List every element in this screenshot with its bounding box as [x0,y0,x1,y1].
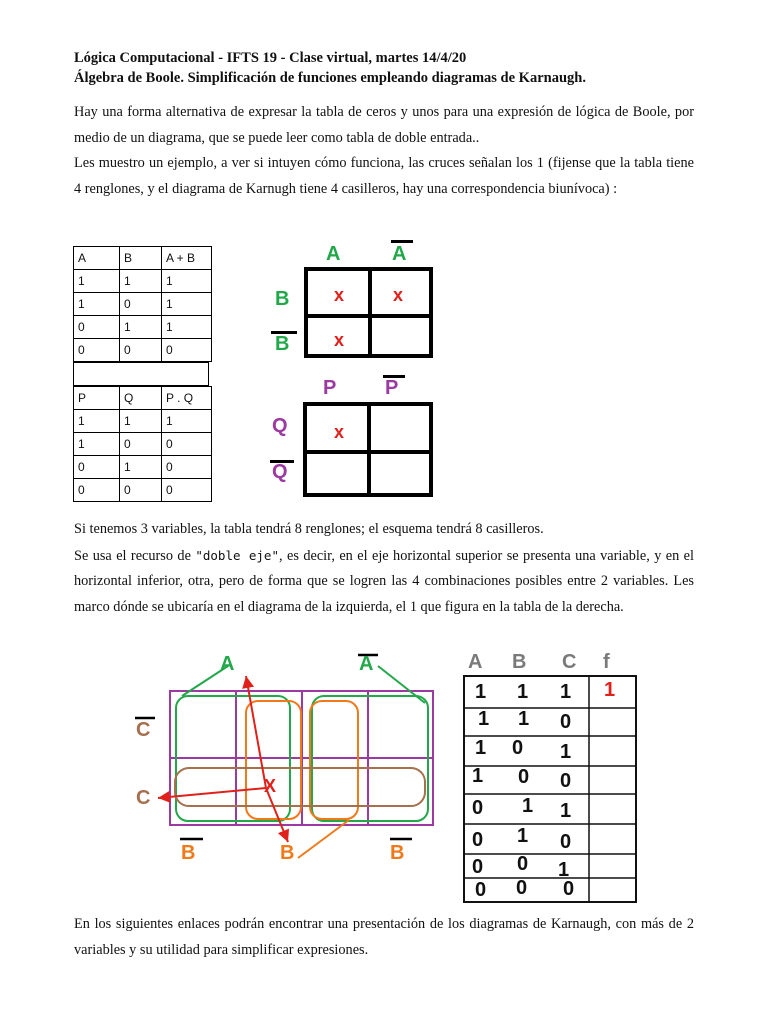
truth3-cell: 0 [518,766,530,788]
document-page [74,48,694,202]
table-cell: 0 [120,479,162,502]
truth3-cell: 1 [558,859,570,881]
paragraph-4-term: "doble eje" [195,547,279,563]
paragraph-2: Les muestro un ejemplo, a ver si intuyen cómo funciona, las cruces señalan los 1 (fijense que la tabla tiene 4 renglones, y el diagrama de Karnugh tiene 4 casilleros, hay una correspondencia biunívoca) : [74,155,694,197]
table-spacer [73,362,209,386]
truth3-cell-highlight: 1 [604,679,616,701]
table-cell: 0 [162,479,212,502]
truth3-cell: 1 [560,681,572,703]
table-cell: 1 [74,270,120,293]
truth3-cell: 0 [560,770,572,792]
paragraph-4-start: Se usa el recurso de [74,547,196,564]
kmap-row-label-not-b: B [275,333,290,355]
table-cell: 0 [162,339,212,362]
truth3-cell: 1 [517,681,529,703]
table-cell: 1 [120,456,162,479]
table-header: P . Q [162,387,212,410]
truth3-cell: 0 [563,878,575,900]
truth3-cell: 1 [560,741,572,763]
truth3-cell: 0 [472,856,484,878]
truth3-cell: 1 [522,795,534,817]
kmap3-label-not-c: C [136,719,151,741]
kmap3-label-a: A [220,653,235,675]
truth-table-or [73,246,212,362]
truth3-cell: 0 [472,829,484,851]
kmap-col-label-p: P [323,377,337,399]
truth3-cell: 1 [475,681,487,703]
table-cell: 1 [74,410,120,433]
table-cell: 1 [120,410,162,433]
kmap3-label-not-b: B [181,842,196,864]
kmap3-diagram [120,648,450,870]
truth3-cell: 0 [517,853,529,875]
paragraph-5: En los siguientes enlaces podrán encontrar una presentación de los diagramas de Karnaugh, con más de 2 variables y su utilidad para simplificar expresiones. [74,916,694,958]
table-cell: 0 [120,293,162,316]
table-header: B [120,247,162,270]
paragraph-1: Hay una forma alternativa de expresar la tabla de ceros y unos para una expresión de lógica de Boole, por medio de un diagrama, que se puede leer como tabla de doble entrada.. [74,104,694,146]
truth3-cell: 1 [560,800,572,822]
table-header: A [74,247,120,270]
table-cell: 0 [120,433,162,456]
kmap-row-label-q: Q [272,415,288,437]
kmap-mark: x [334,330,345,350]
header-line-1: Lógica Computacional - IFTS 19 - Clase virtual, martes 14/4/20 [74,50,467,66]
kmap-row-label-not-q: Q [272,461,288,483]
table-cell: 1 [162,410,212,433]
truth3-cell: 0 [472,797,484,819]
kmap-mark: x [393,285,404,305]
kmap3-label-b: B [280,842,295,864]
truth3-cell: 1 [517,825,529,847]
paragraph-3: Si tenemos 3 variables, la tabla tendrá 8 renglones; el esquema tendrá 8 casilleros. [74,521,544,537]
kmap-row-label-b: B [275,288,290,310]
table-cell: 1 [162,293,212,316]
table-cell: 0 [120,339,162,362]
kmap-col-label-not-p: P [385,377,399,399]
kmap3-label-c: C [136,787,151,809]
table-cell: 0 [74,479,120,502]
truth3-header: A [468,651,483,673]
kmap-col-label-not-a: A [392,243,407,265]
truth3-header: f [603,651,610,673]
paragraph-4-rest: , es decir, en el eje horizontal superior se presenta una variable, y en el horizontal inferior, otra, pero de forma que se logren las 4 combinaciones posibles entre 2 variables. Les marco dónde se ubicaría en el diagrama de la izquierda, el 1 que figura en la tabla de la derecha. [74,547,694,615]
table-cell: 0 [162,456,212,479]
table-cell: 0 [74,339,120,362]
kmap-mark: x [334,285,345,305]
paragraph-4 [74,543,694,621]
table-cell: 1 [162,316,212,339]
truth3-cell: 0 [475,879,487,901]
group-b [310,701,358,819]
kmap3-label-not-a: A [359,653,374,675]
table-cell: 0 [74,456,120,479]
table-cell: 0 [162,433,212,456]
table-cell: 0 [74,316,120,339]
truth3-cell: 1 [472,765,484,787]
kmap-mark: x [334,422,345,442]
kmap3-mark: X [264,776,277,796]
table-cell: 1 [120,316,162,339]
truth3-header: B [512,651,527,673]
table-header: Q [120,387,162,410]
table-cell: 1 [120,270,162,293]
table-cell: 1 [74,293,120,316]
table-header: P [74,387,120,410]
truth3-cell: 1 [475,737,487,759]
truth3-cell: 0 [512,737,524,759]
table-cell: 1 [162,270,212,293]
kmap3-label-not-b: B [390,842,405,864]
truth3-cell: 0 [560,831,572,853]
kmap-grid [303,402,433,497]
truth3-header: C [562,651,577,673]
truth3-cell: 0 [516,877,528,899]
truth3-cell: 0 [560,711,572,733]
truth-table-and [73,386,212,502]
header-line-2: Álgebra de Boole. Simplificación de funciones empleando diagramas de Karnaugh. [74,70,586,86]
truth3-cell: 1 [518,708,530,730]
table-header: A + B [162,247,212,270]
kmap-grid [304,267,433,358]
table-cell: 1 [74,433,120,456]
truth3-cell: 1 [478,708,490,730]
kmap-col-label-a: A [326,243,341,265]
